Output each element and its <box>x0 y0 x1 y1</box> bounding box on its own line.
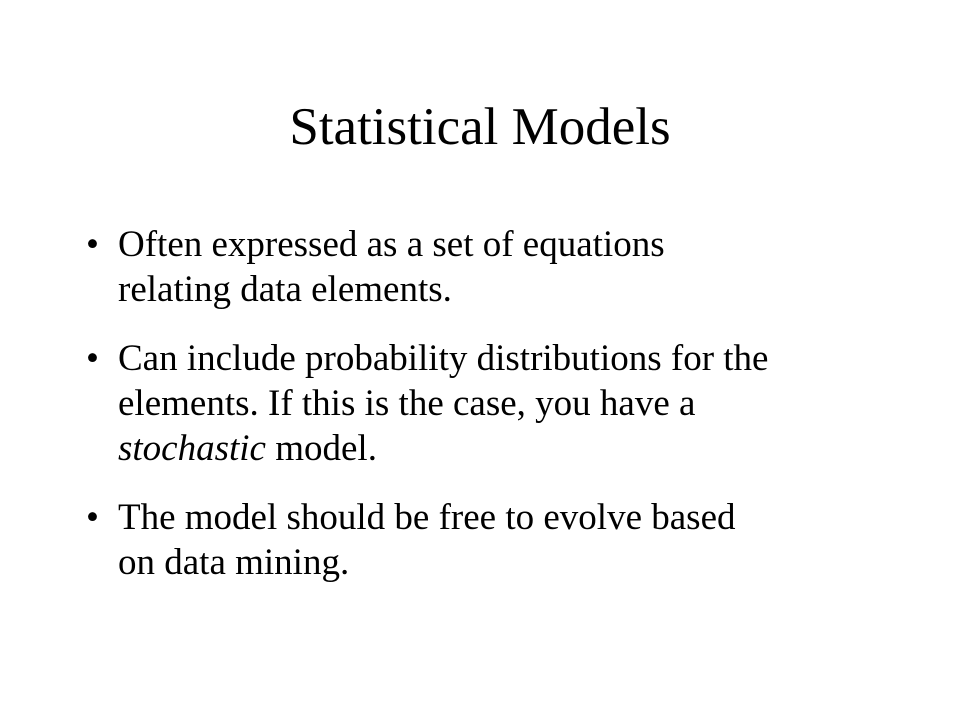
bullet-list <box>86 222 886 585</box>
bullet-text-line: The model should be free to evolve based <box>118 497 736 538</box>
bullet-text-line: model. <box>265 428 377 469</box>
bullet-icon: • <box>86 497 99 538</box>
bullet-item <box>86 495 886 585</box>
bullet-item <box>86 222 886 312</box>
bullet-icon: • <box>86 224 99 265</box>
slide-title: Statistical Models <box>289 98 671 156</box>
bullet-text-line: elements. If this is the case, you have a <box>118 383 696 424</box>
bullet-icon: • <box>86 338 99 379</box>
bullet-text-line: Can include probability distributions for the <box>118 338 769 379</box>
emphasized-term: stochastic <box>118 428 266 469</box>
bullet-text-line: relating data elements. <box>118 269 452 310</box>
bullet-item <box>86 336 886 471</box>
bullet-text-line: on data mining. <box>118 542 350 583</box>
bullet-text-line: Often expressed as a set of equations <box>118 224 665 265</box>
